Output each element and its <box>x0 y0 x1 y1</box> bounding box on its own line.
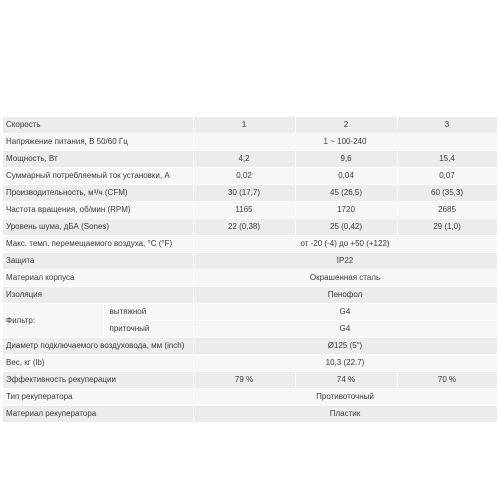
speed-1-value: 1 <box>193 117 295 134</box>
param-label: Напряжение питания, В 50/60 Гц <box>3 134 193 151</box>
param-label: Изоляция <box>3 287 193 304</box>
row-recovery-efficiency <box>3 372 497 389</box>
row-voltage <box>3 134 497 151</box>
speed-2-value: 2 <box>295 117 397 134</box>
efficiency-1-value: 79 % <box>193 372 295 389</box>
rpm-2-value: 1720 <box>295 202 397 219</box>
power-1-value: 4,2 <box>193 151 295 168</box>
param-label: Макс. темп. перемещаемого воздуха, °C (°F) <box>3 236 193 253</box>
row-max-temp <box>3 236 497 253</box>
current-3-value: 0,07 <box>397 168 497 185</box>
filter-supply-label: приточный <box>103 321 193 338</box>
specifications-table <box>3 117 498 423</box>
row-power <box>3 151 497 168</box>
voltage-value: 1 ~ 100-240 <box>193 134 497 151</box>
row-airflow <box>3 185 497 202</box>
filter-supply-value: G4 <box>193 321 497 338</box>
insulation-value: Пенофол <box>193 287 497 304</box>
noise-1-value: 22 (0,38) <box>193 219 295 236</box>
recuperator-material-value: Пластик <box>193 406 497 423</box>
power-3-value: 15,4 <box>397 151 497 168</box>
duct-diameter-value: Ø125 (5") <box>193 338 497 355</box>
row-weight <box>3 355 497 372</box>
filter-label: Фильтр: <box>3 304 103 338</box>
param-label: Защита <box>3 253 193 270</box>
param-label: Частота вращения, об/мин (RPM) <box>3 202 193 219</box>
efficiency-2-value: 74 % <box>295 372 397 389</box>
row-noise <box>3 219 497 236</box>
noise-2-value: 25 (0,42) <box>295 219 397 236</box>
param-label: Материал корпуса <box>3 270 193 287</box>
housing-material-value: Окрашенная сталь <box>193 270 497 287</box>
row-housing-material <box>3 270 497 287</box>
recuperator-type-value: Противоточный <box>193 389 497 406</box>
param-label: Диаметр подключаемого воздуховода, мм (inch) <box>3 338 193 355</box>
row-speed <box>3 117 497 134</box>
rpm-3-value: 2685 <box>397 202 497 219</box>
row-current <box>3 168 497 185</box>
row-recuperator-material <box>3 406 497 423</box>
row-rpm <box>3 202 497 219</box>
row-duct-diameter <box>3 338 497 355</box>
filter-exhaust-value: G4 <box>193 304 497 321</box>
param-label: Уровень шума, дБА (Sones) <box>3 219 193 236</box>
param-label: Мощность, Вт <box>3 151 193 168</box>
efficiency-3-value: 70 % <box>397 372 497 389</box>
row-protection <box>3 253 497 270</box>
param-label: Суммарный потребляемый ток установки, А <box>3 168 193 185</box>
param-label: Производительность, м³/ч (CFM) <box>3 185 193 202</box>
row-recuperator-type <box>3 389 497 406</box>
row-filter-exhaust <box>3 304 497 321</box>
current-2-value: 0,04 <box>295 168 397 185</box>
power-2-value: 9,6 <box>295 151 397 168</box>
noise-3-value: 29 (1,0) <box>397 219 497 236</box>
speed-3-value: 3 <box>397 117 497 134</box>
current-1-value: 0,02 <box>193 168 295 185</box>
param-label: Эффективность рекуперации <box>3 372 193 389</box>
airflow-3-value: 60 (35,3) <box>397 185 497 202</box>
filter-exhaust-label: вытяжной <box>103 304 193 321</box>
param-label: Скорость <box>3 117 193 134</box>
rpm-1-value: 1165 <box>193 202 295 219</box>
airflow-1-value: 30 (17,7) <box>193 185 295 202</box>
weight-value: 10,3 (22.7) <box>193 355 497 372</box>
param-label: Материал рекуператора <box>3 406 193 423</box>
protection-value: IP22 <box>193 253 497 270</box>
row-insulation <box>3 287 497 304</box>
max-temp-value: от -20 (-4) до +50 (+122) <box>193 236 497 253</box>
param-label: Вес, кг (lb) <box>3 355 193 372</box>
airflow-2-value: 45 (26,5) <box>295 185 397 202</box>
param-label: Тип рекуператора <box>3 389 193 406</box>
